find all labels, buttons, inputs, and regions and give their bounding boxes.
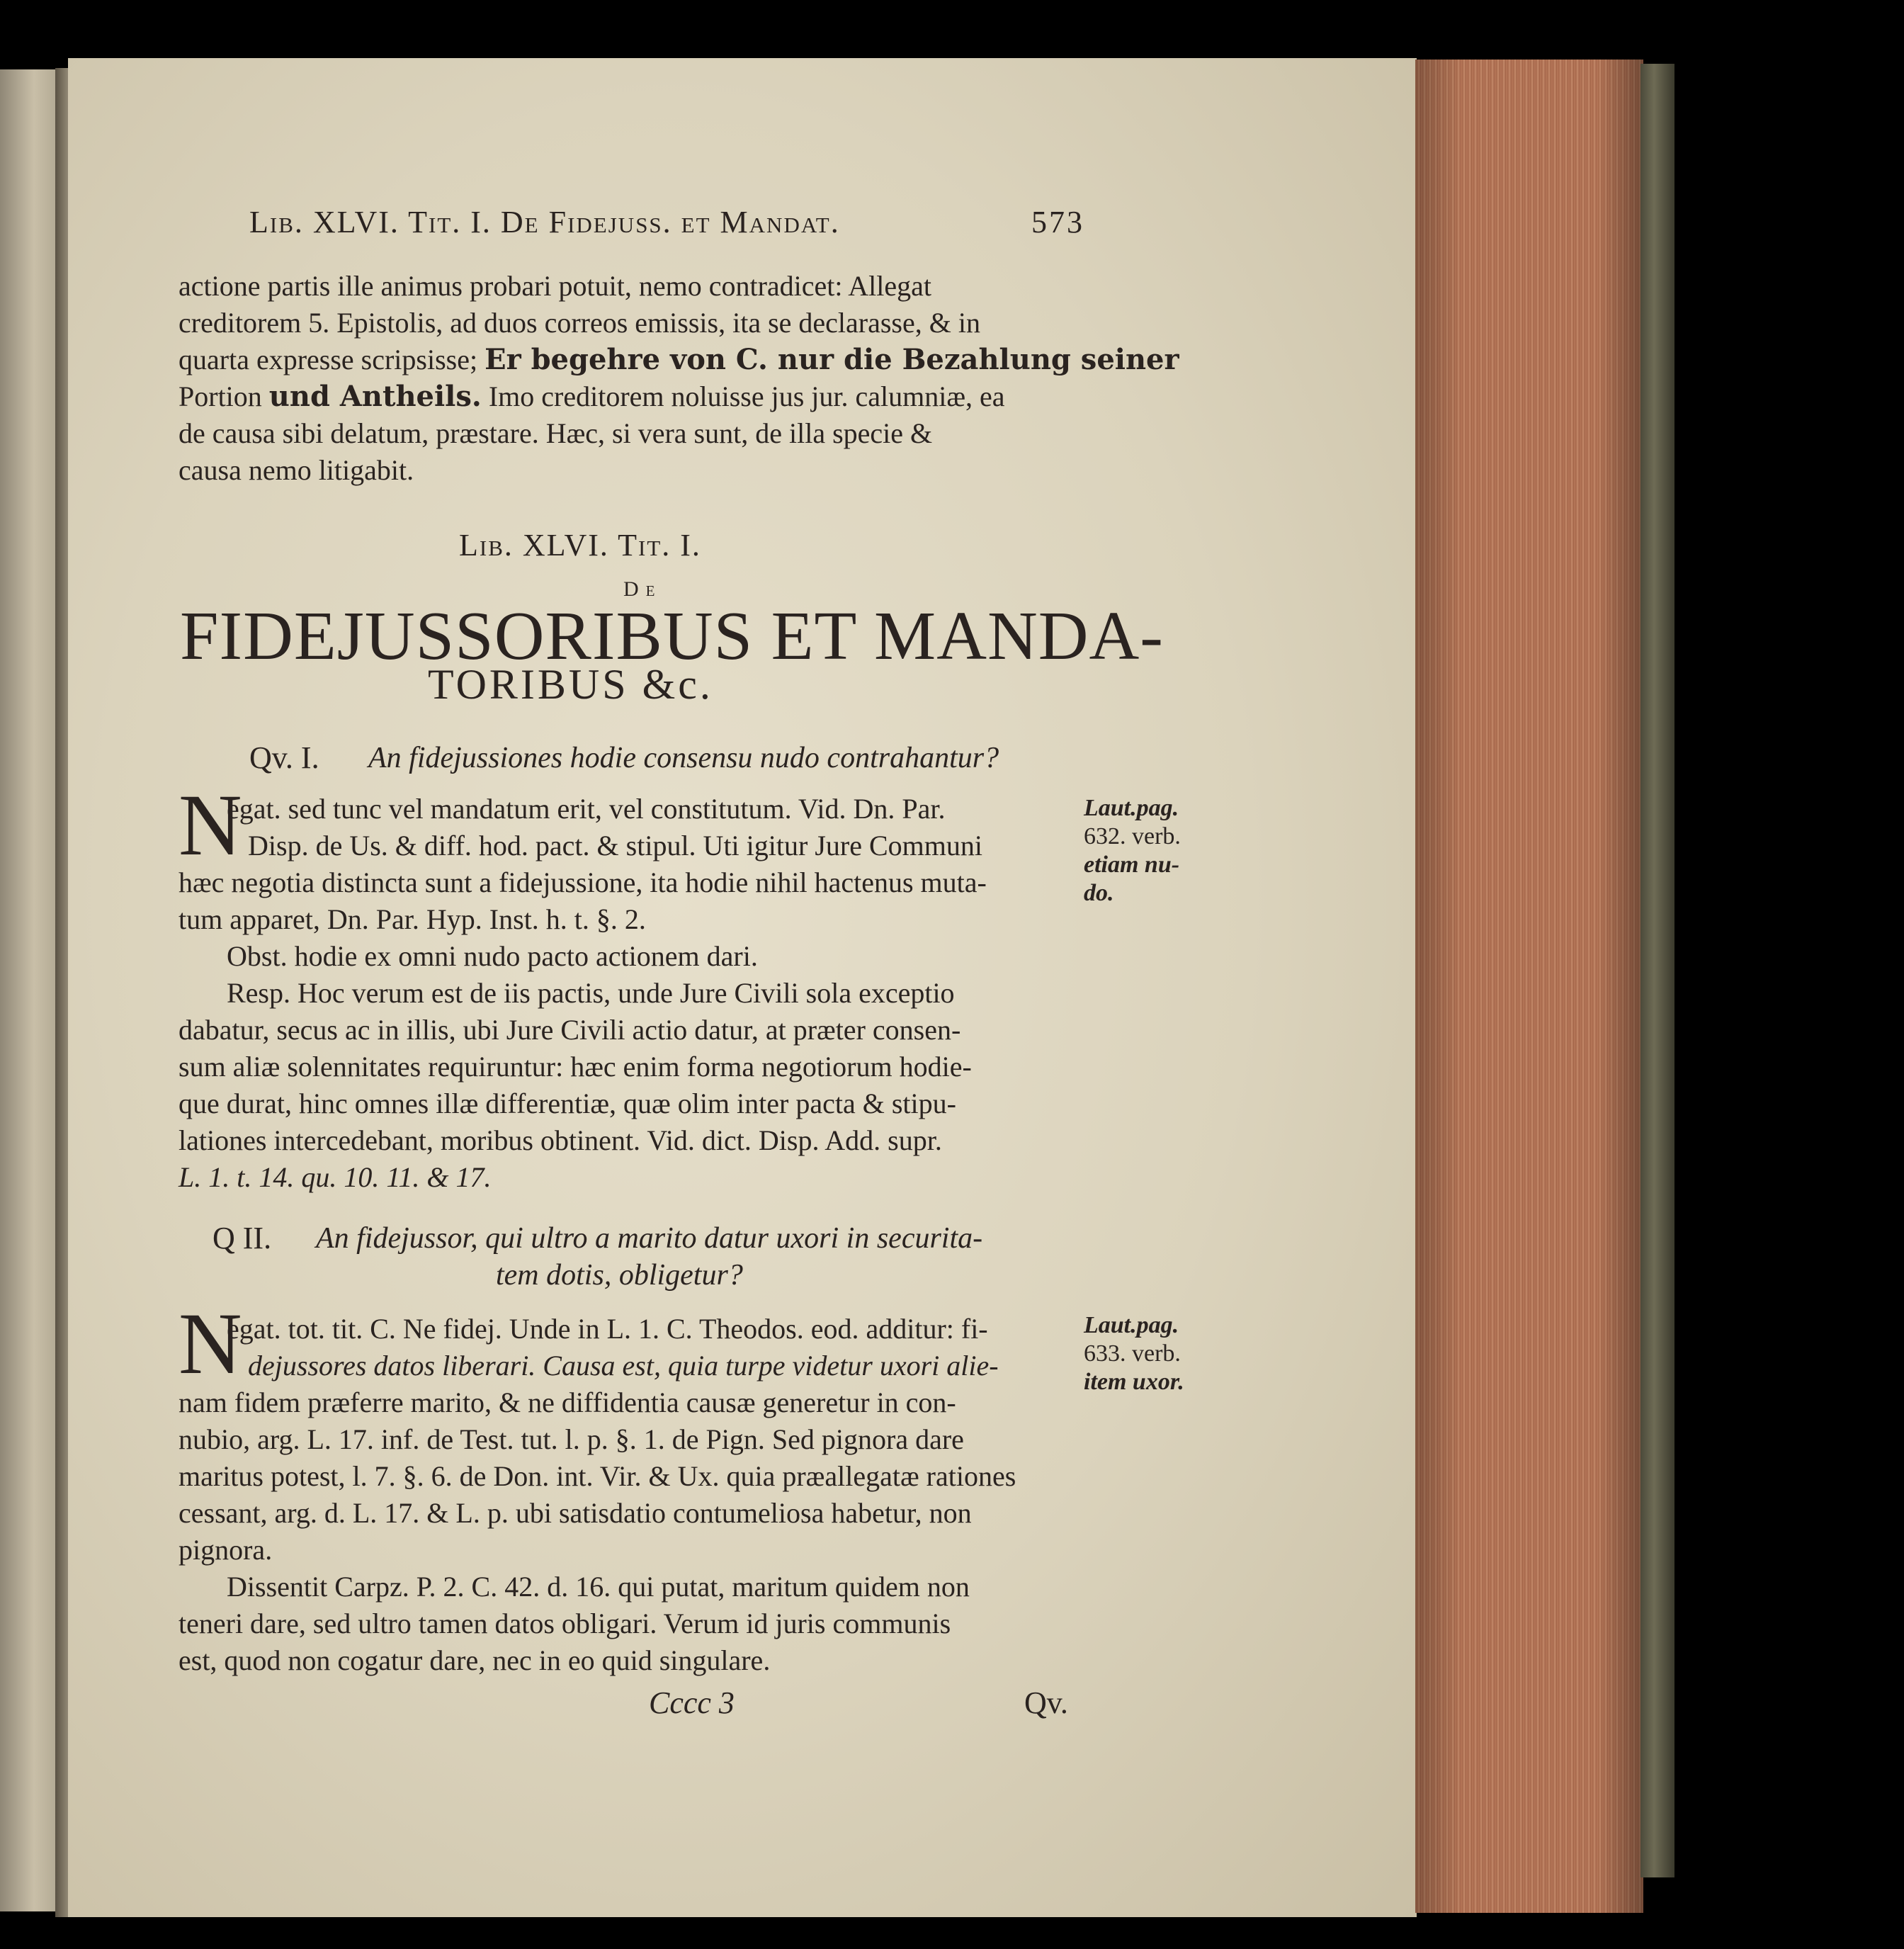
signature-mark: Cccc 3 — [649, 1685, 735, 1720]
answer-line: lationes intercedebant, moribus obtinent. Vid. dict. Disp. Add. supr. — [178, 1124, 942, 1156]
question-label: Qv. I. — [249, 740, 319, 775]
margin-note: Laut.pag. — [1084, 1312, 1179, 1338]
intro-text: Portion — [178, 380, 262, 412]
book-cover-edge — [1640, 64, 1674, 1877]
answer-line: est, quod non cogatur dare, nec in eo quid singulare. — [178, 1644, 771, 1676]
margin-note: do. — [1084, 880, 1114, 906]
answer-line: cessant, arg. d. L. 17. & L. p. ubi satisdatio contumeliosa habetur, non — [178, 1497, 972, 1529]
answer-line: hæc negotia distincta sunt a fidejussione, ita hodie nihil hactenus muta- — [178, 866, 987, 898]
answer-line: sum aliæ solennitates requiruntur: hæc enim forma negotiorum hodie- — [178, 1051, 972, 1083]
section-title: FIDEJUSSORIBUS ET MANDA- — [180, 598, 1164, 674]
answer-line: Resp. Hoc verum est de iis pactis, unde Jure Civili sola exceptio — [227, 977, 955, 1009]
page-number: 573 — [1031, 205, 1084, 239]
intro-line — [178, 343, 1179, 377]
answer-line: nubio, arg. L. 17. inf. de Test. tut. l. p. §. 1. de Pign. Sed pignora dare — [178, 1423, 964, 1455]
intro-line: causa nemo litigabit. — [178, 454, 414, 486]
german-quote: und Antheils. — [268, 380, 482, 413]
answer-line: tum apparet, Dn. Par. Hyp. Inst. h. t. §. 2. — [178, 903, 646, 935]
answer-line: dabatur, secus ac in illis, ubi Jure Civili actio datur, at præter consen- — [178, 1014, 961, 1046]
question-text: tem dotis, obligetur? — [496, 1259, 743, 1292]
intro-line: actione partis ille animus probari potuit, nemo contradicet: Allegat — [178, 270, 932, 302]
answer-line: egat. sed tunc vel mandatum erit, vel constitutum. Vid. Dn. Par. — [227, 793, 946, 825]
running-head: Lib. XLVI. Tit. I. De Fidejuss. et Mandat. — [249, 205, 840, 239]
answer-line: que durat, hinc omnes illæ differentiæ, quæ olim inter pacta & stipu- — [178, 1088, 956, 1119]
question-text: An fidejussiones hodie consensu nudo contrahantur? — [368, 742, 999, 774]
answer-line: egat. tot. tit. C. Ne fidej. Unde in L. 1. C. Theodos. eod. additur: fi- — [227, 1313, 988, 1345]
drop-cap: N — [178, 776, 242, 874]
section-head: Lib. XLVI. Tit. I. — [459, 528, 701, 563]
answer-line: pignora. — [178, 1534, 273, 1566]
drop-cap: N — [178, 1295, 242, 1392]
answer-line: L. 1. t. 14. qu. 10. 11. & 17. — [178, 1161, 492, 1193]
answer-line: maritus potest, l. 7. §. 6. de Don. int. Vir. & Ux. quia præallegatæ rationes — [178, 1460, 1016, 1492]
margin-note: 632. verb. — [1084, 823, 1181, 849]
answer-line: Dissentit Carpz. P. 2. C. 42. d. 16. qui putat, maritum quidem non — [227, 1571, 970, 1603]
german-quote: Er begehre von C. nur die Bezahlung seiner — [484, 343, 1179, 376]
intro-line: creditorem 5. Epistolis, ad duos correos emissis, ita se declarasse, & in — [178, 307, 980, 339]
answer-line: nam fidem præferre marito, & ne diffidentia causæ generetur in con- — [178, 1386, 956, 1418]
margin-note: Laut.pag. — [1084, 795, 1179, 821]
intro-text: quarta expresse scripsisse; — [178, 344, 478, 375]
section-subtitle: TORIBUS &c. — [428, 661, 713, 708]
margin-note: 633. verb. — [1084, 1340, 1181, 1367]
page-block-edge — [1415, 60, 1643, 1913]
previous-page-edge — [0, 69, 57, 1911]
intro-text: Imo creditorem noluisse jus jur. calumniæ, ea — [488, 380, 1005, 412]
intro-line — [178, 380, 1005, 414]
question-label: Q II. — [212, 1221, 272, 1255]
margin-note: etiam nu- — [1084, 852, 1180, 878]
margin-note: item uxor. — [1084, 1369, 1184, 1395]
question-text: An fidejussor, qui ultro a marito datur uxori in securita- — [316, 1222, 983, 1255]
intro-line: de causa sibi delatum, præstare. Hæc, si vera sunt, de illa specie & — [178, 417, 933, 449]
answer-line: Disp. de Us. & diff. hod. pact. & stipul. Uti igitur Jure Communi — [248, 830, 982, 861]
answer-line: dejussores datos liberari. Causa est, quia turpe videtur uxori alie- — [248, 1350, 999, 1382]
answer-line: Obst. hodie ex omni nudo pacto actionem dari. — [227, 940, 758, 972]
answer-line: teneri dare, sed ultro tamen datos obligari. Verum id juris communis — [178, 1608, 951, 1639]
catchword: Qv. — [1024, 1685, 1068, 1720]
section-de: De — [623, 577, 662, 601]
